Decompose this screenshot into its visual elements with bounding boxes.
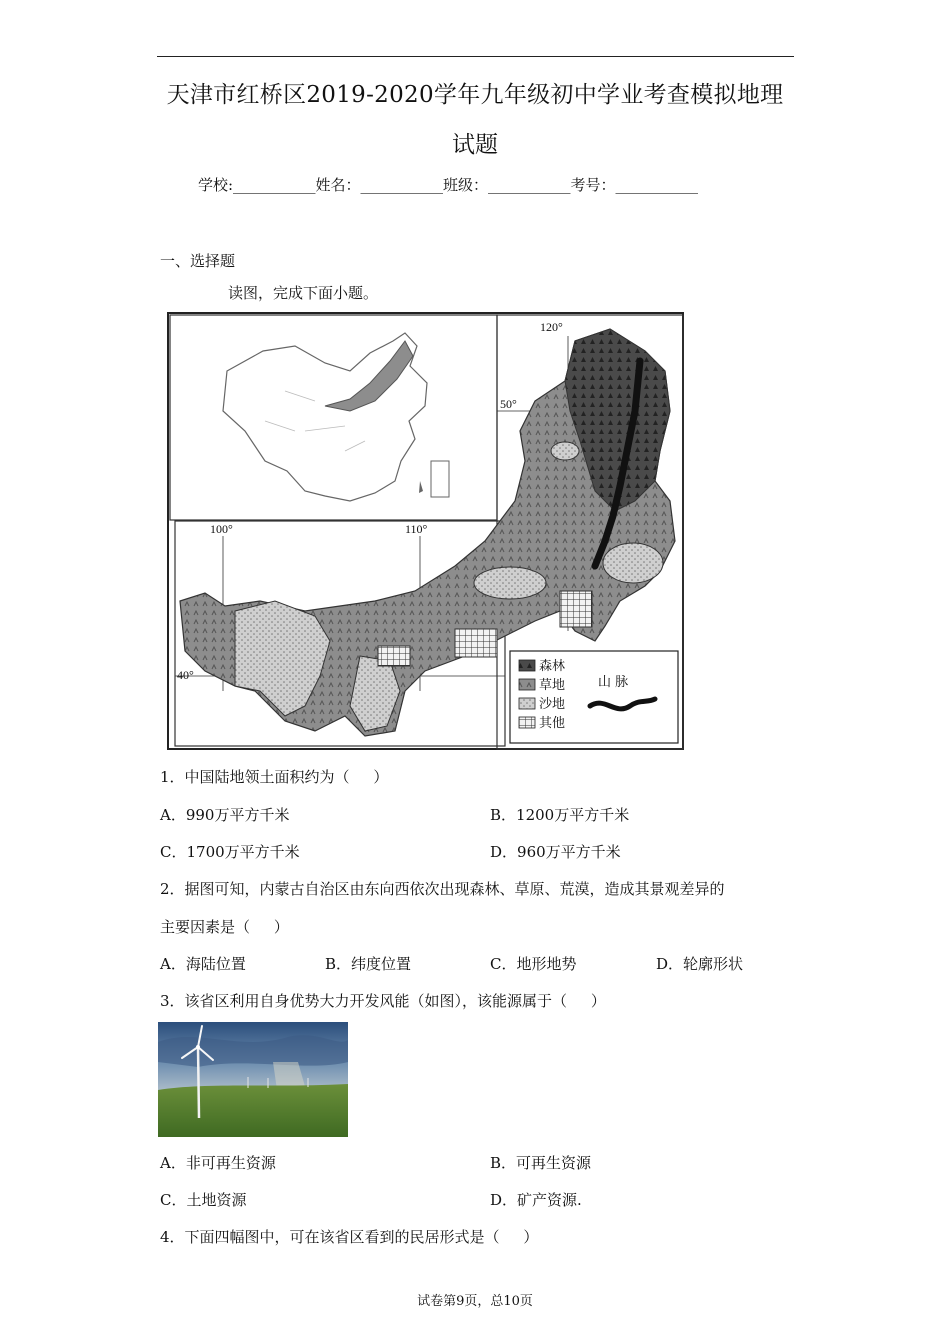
question-2-option-d: D．轮廓形状 bbox=[656, 955, 744, 973]
question-3-option-a: A．非可再生资源 bbox=[160, 1154, 276, 1172]
legend-grass: 草地 bbox=[539, 678, 566, 693]
page-title: 天津市红桥区2019-2020学年九年级初中学业考查模拟地理 bbox=[166, 82, 784, 108]
map-legend bbox=[510, 651, 678, 743]
lon-label-110: 110° bbox=[405, 522, 428, 536]
legend-mountain: 山 脉 bbox=[598, 675, 629, 690]
lat-label-40: 40° bbox=[177, 668, 194, 682]
lon-label-100: 100° bbox=[210, 522, 233, 536]
question-2-stem: 2．据图可知，内蒙古自治区由东向西依次出现森林、草原、荒漠，造成其景观差异的 bbox=[160, 880, 725, 898]
student-info-line: 学校:___________姓名：___________班级：___________考号：___________ bbox=[198, 176, 699, 194]
header-rule bbox=[157, 56, 794, 57]
sand-region-horqin bbox=[474, 567, 546, 599]
other-region-3 bbox=[560, 591, 592, 627]
lon-label-120: 120° bbox=[540, 320, 563, 334]
question-3-option-b: B．可再生资源 bbox=[490, 1154, 592, 1172]
instruction-text: 读图，完成下面小题。 bbox=[228, 284, 379, 302]
question-2-stem-continued: 主要因素是（ ） bbox=[160, 918, 289, 936]
question-2-option-b: B．纬度位置 bbox=[325, 955, 412, 973]
question-1-option-c: C．1700万平方千米 bbox=[160, 843, 300, 861]
question-1-option-a: A．990万平方千米 bbox=[160, 806, 290, 824]
page-footer: 试卷第9页，总10页 bbox=[417, 1294, 533, 1309]
question-2-option-a: A．海陆位置 bbox=[160, 955, 246, 973]
question-3-option-d: D．矿产资源. bbox=[490, 1191, 582, 1209]
question-3-option-c: C．土地资源 bbox=[160, 1191, 247, 1209]
question-3-stem: 3．该省区利用自身优势大力开发风能（如图），该能源属于（ ） bbox=[160, 992, 606, 1010]
question-1-stem: 1．中国陆地领土面积约为（ ） bbox=[160, 768, 389, 786]
legend-forest: 森林 bbox=[539, 659, 566, 674]
lat-label-50: 50° bbox=[500, 397, 517, 411]
section-heading: 一、选择题 bbox=[160, 252, 236, 270]
inner-mongolia-map bbox=[165, 311, 686, 752]
wind-turbine-photo bbox=[158, 1022, 348, 1137]
other-region-2 bbox=[378, 646, 410, 666]
legend-sand: 沙地 bbox=[539, 697, 566, 712]
question-1-option-b: B．1200万平方千米 bbox=[490, 806, 630, 824]
legend-other: 其他 bbox=[539, 716, 566, 731]
sand-region-east bbox=[603, 543, 663, 583]
question-2-option-c: C．地形地势 bbox=[490, 955, 577, 973]
question-4-stem: 4．下面四幅图中，可在该省区看到的民居形式是（ ） bbox=[160, 1228, 539, 1246]
question-1-option-d: D．960万平方千米 bbox=[490, 843, 621, 861]
page-title-continued: 试题 bbox=[452, 132, 498, 158]
other-region-1 bbox=[455, 629, 497, 657]
